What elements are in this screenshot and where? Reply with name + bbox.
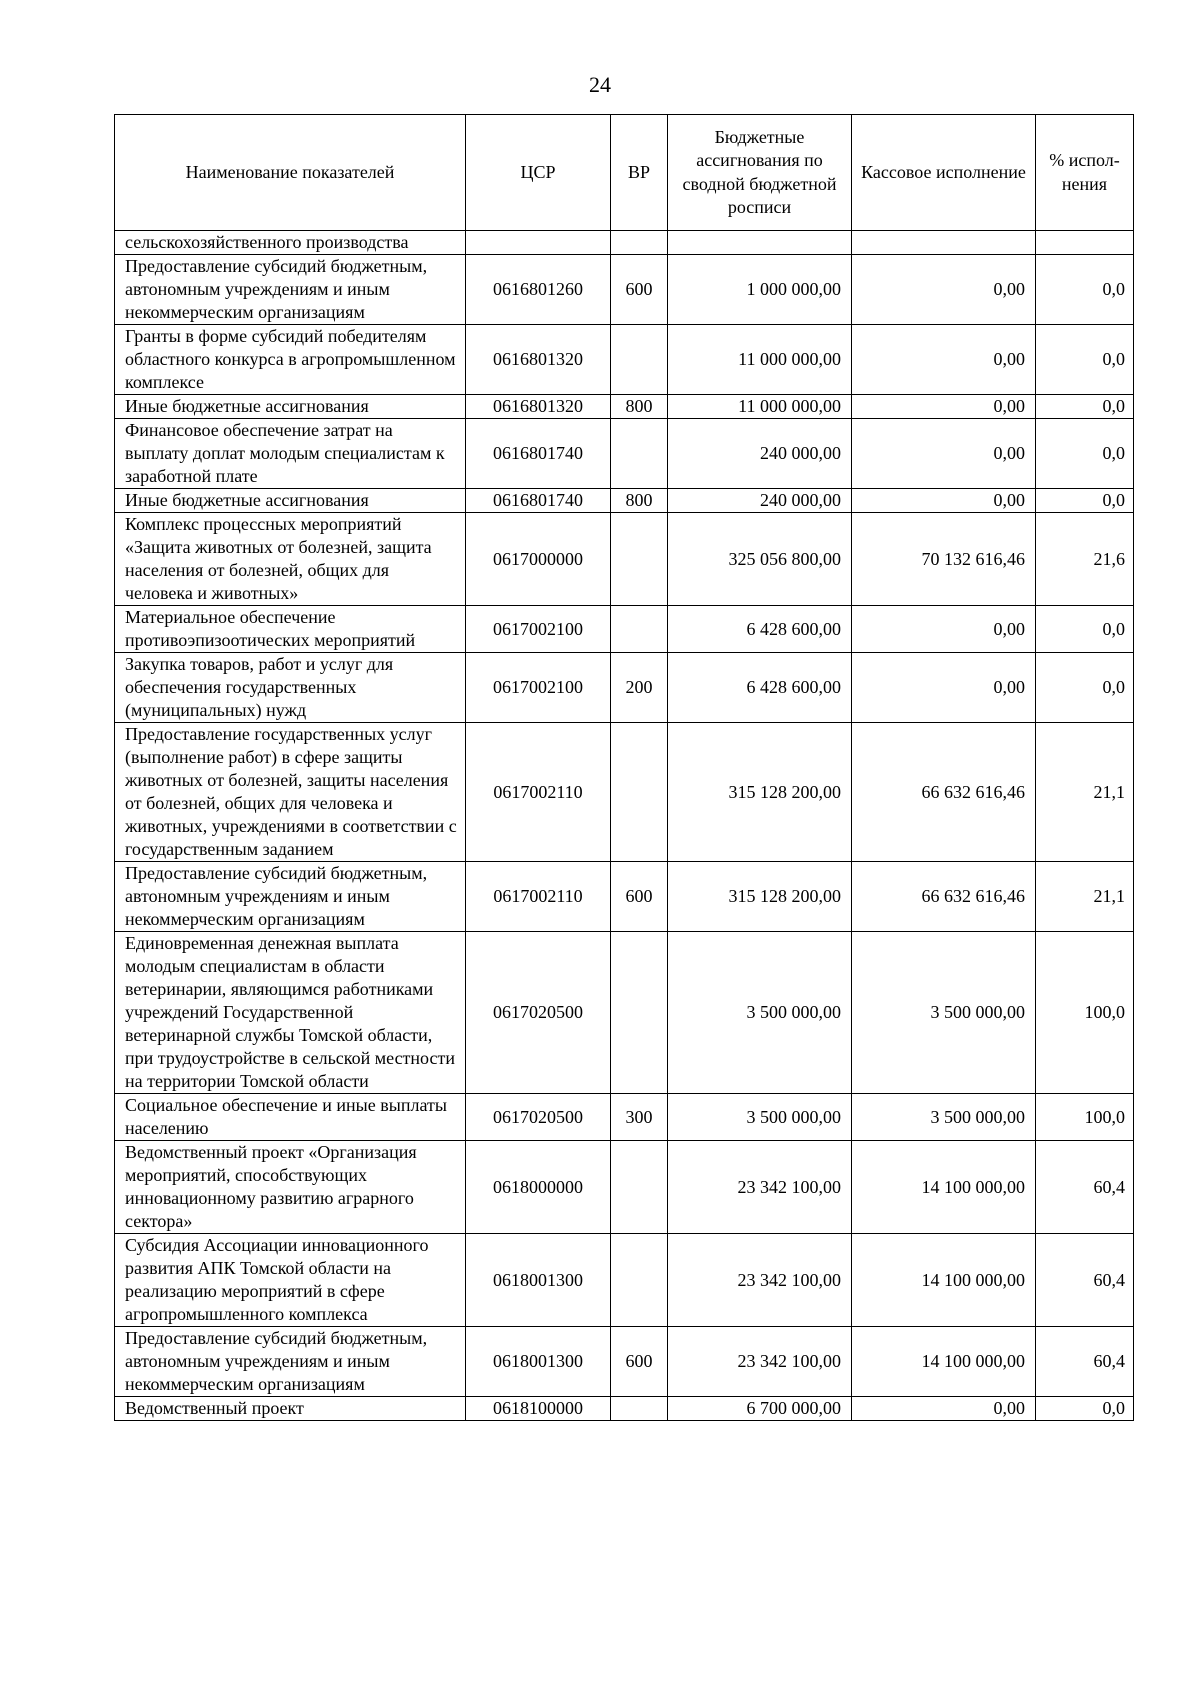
- row-cash: 14 100 000,00: [852, 1141, 1036, 1234]
- row-percent: [1036, 231, 1134, 255]
- header-vr: ВР: [611, 115, 668, 231]
- row-vr: [611, 325, 668, 395]
- row-percent: 21,1: [1036, 723, 1134, 862]
- row-csr: 0616801260: [466, 255, 611, 325]
- header-percent: % испол-нения: [1036, 115, 1134, 231]
- row-csr: 0618001300: [466, 1327, 611, 1397]
- row-percent: 0,0: [1036, 606, 1134, 653]
- table-row: [115, 419, 1134, 489]
- row-cash: 0,00: [852, 606, 1036, 653]
- table-row: [115, 395, 1134, 419]
- row-cash: 0,00: [852, 255, 1036, 325]
- row-csr: 0616801740: [466, 419, 611, 489]
- row-name: Ведомственный проект «Организация мероприятий, способствующих инновационному развитию аграрного сектора»: [115, 1141, 466, 1234]
- row-budget: 6 428 600,00: [668, 653, 852, 723]
- table-header: [115, 115, 1134, 231]
- table-row: [115, 1234, 1134, 1327]
- row-csr: 0618000000: [466, 1141, 611, 1234]
- row-csr: 0616801740: [466, 489, 611, 513]
- row-budget: 11 000 000,00: [668, 325, 852, 395]
- row-vr: 300: [611, 1094, 668, 1141]
- row-cash: 0,00: [852, 489, 1036, 513]
- row-budget: 6 428 600,00: [668, 606, 852, 653]
- row-cash: 0,00: [852, 325, 1036, 395]
- row-percent: 0,0: [1036, 489, 1134, 513]
- row-cash: 66 632 616,46: [852, 723, 1036, 862]
- row-csr: 0617020500: [466, 1094, 611, 1141]
- row-name: Комплекс процессных мероприятий «Защита животных от болезней, защита населения от болезней, общих для человека и животных»: [115, 513, 466, 606]
- row-cash: 70 132 616,46: [852, 513, 1036, 606]
- row-cash: 0,00: [852, 395, 1036, 419]
- row-vr: [611, 1397, 668, 1421]
- table-row: [115, 606, 1134, 653]
- row-csr: 0617002100: [466, 606, 611, 653]
- row-name: Предоставление субсидий бюджетным, автономным учреждениям и иным некоммерческим организациям: [115, 255, 466, 325]
- table-row: [115, 862, 1134, 932]
- row-percent: 100,0: [1036, 1094, 1134, 1141]
- row-csr: [466, 231, 611, 255]
- row-name: Иные бюджетные ассигнования: [115, 395, 466, 419]
- row-percent: 60,4: [1036, 1141, 1134, 1234]
- table-row: [115, 513, 1134, 606]
- row-vr: [611, 1141, 668, 1234]
- row-cash: 3 500 000,00: [852, 932, 1036, 1094]
- row-vr: [611, 231, 668, 255]
- row-percent: 60,4: [1036, 1234, 1134, 1327]
- row-csr: 0617002110: [466, 723, 611, 862]
- row-percent: 0,0: [1036, 255, 1134, 325]
- table-row: [115, 1397, 1134, 1421]
- row-budget: 23 342 100,00: [668, 1141, 852, 1234]
- row-vr: [611, 606, 668, 653]
- row-cash: 0,00: [852, 1397, 1036, 1421]
- row-name: Предоставление государственных услуг (выполнение работ) в сфере защиты животных от болезней, защиты населения от болезней, общих для человека и животных, учреждениями в соответствии с государственным заданием: [115, 723, 466, 862]
- table-row: [115, 489, 1134, 513]
- table-row: [115, 932, 1134, 1094]
- row-percent: 100,0: [1036, 932, 1134, 1094]
- row-csr: 0617020500: [466, 932, 611, 1094]
- table-body: [115, 231, 1134, 1421]
- table-row: [115, 325, 1134, 395]
- row-budget: 3 500 000,00: [668, 1094, 852, 1141]
- row-vr: 600: [611, 1327, 668, 1397]
- row-csr: 0617000000: [466, 513, 611, 606]
- page-number: 24: [589, 72, 611, 97]
- row-cash: 66 632 616,46: [852, 862, 1036, 932]
- row-cash: 3 500 000,00: [852, 1094, 1036, 1141]
- table-row: [115, 1141, 1134, 1234]
- row-name: Гранты в форме субсидий победителям областного конкурса в агропромышленном комплексе: [115, 325, 466, 395]
- row-budget: 315 128 200,00: [668, 862, 852, 932]
- header-budget: Бюджетные ассигнования по сводной бюджетной росписи: [668, 115, 852, 231]
- row-vr: 600: [611, 862, 668, 932]
- row-vr: [611, 419, 668, 489]
- row-budget: 3 500 000,00: [668, 932, 852, 1094]
- row-csr: 0617002110: [466, 862, 611, 932]
- row-vr: [611, 932, 668, 1094]
- row-csr: 0616801320: [466, 325, 611, 395]
- row-vr: [611, 513, 668, 606]
- row-budget: 240 000,00: [668, 419, 852, 489]
- row-name: Субсидия Ассоциации инновационного развития АПК Томской области на реализацию мероприятий в сфере агропромышленного комплекса: [115, 1234, 466, 1327]
- header-name: Наименование показателей: [115, 115, 466, 231]
- row-cash: [852, 231, 1036, 255]
- row-name: Финансовое обеспечение затрат на выплату доплат молодым специалистам к заработной плате: [115, 419, 466, 489]
- row-budget: 315 128 200,00: [668, 723, 852, 862]
- row-name: Единовременная денежная выплата молодым специалистам в области ветеринарии, являющимся работниками учреждений Государственной ветеринарной службы Томской области, при трудоустройстве в сельской местности на территории Томской области: [115, 932, 466, 1094]
- row-name: Закупка товаров, работ и услуг для обеспечения государственных (муниципальных) нужд: [115, 653, 466, 723]
- row-budget: 1 000 000,00: [668, 255, 852, 325]
- header-csr: ЦСР: [466, 115, 611, 231]
- row-vr: 800: [611, 489, 668, 513]
- row-vr: [611, 723, 668, 862]
- row-csr: 0616801320: [466, 395, 611, 419]
- row-name: сельскохозяйственного производства: [115, 231, 466, 255]
- table-row: [115, 723, 1134, 862]
- table-row: [115, 1327, 1134, 1397]
- row-name: Материальное обеспечение противоэпизоотических мероприятий: [115, 606, 466, 653]
- row-percent: 21,6: [1036, 513, 1134, 606]
- table-row: [115, 255, 1134, 325]
- row-budget: [668, 231, 852, 255]
- row-cash: 0,00: [852, 653, 1036, 723]
- row-cash: 14 100 000,00: [852, 1234, 1036, 1327]
- row-percent: 0,0: [1036, 325, 1134, 395]
- row-percent: 60,4: [1036, 1327, 1134, 1397]
- row-cash: 0,00: [852, 419, 1036, 489]
- row-vr: [611, 1234, 668, 1327]
- row-percent: 0,0: [1036, 395, 1134, 419]
- row-budget: 23 342 100,00: [668, 1234, 852, 1327]
- table-row: [115, 1094, 1134, 1141]
- table-row: [115, 231, 1134, 255]
- row-percent: 0,0: [1036, 653, 1134, 723]
- row-percent: 0,0: [1036, 419, 1134, 489]
- row-name: Предоставление субсидий бюджетным, автономным учреждениям и иным некоммерческим организациям: [115, 1327, 466, 1397]
- row-percent: 0,0: [1036, 1397, 1134, 1421]
- budget-execution-table: [114, 114, 1134, 1421]
- row-name: Иные бюджетные ассигнования: [115, 489, 466, 513]
- row-vr: 600: [611, 255, 668, 325]
- row-budget: 23 342 100,00: [668, 1327, 852, 1397]
- row-name: Предоставление субсидий бюджетным, автономным учреждениям и иным некоммерческим организациям: [115, 862, 466, 932]
- row-budget: 325 056 800,00: [668, 513, 852, 606]
- row-name: Социальное обеспечение и иные выплаты населению: [115, 1094, 466, 1141]
- row-percent: 21,1: [1036, 862, 1134, 932]
- row-vr: 800: [611, 395, 668, 419]
- row-budget: 240 000,00: [668, 489, 852, 513]
- row-csr: 0618001300: [466, 1234, 611, 1327]
- row-csr: 0618100000: [466, 1397, 611, 1421]
- row-budget: 6 700 000,00: [668, 1397, 852, 1421]
- table-row: [115, 653, 1134, 723]
- row-name: Ведомственный проект: [115, 1397, 466, 1421]
- row-vr: 200: [611, 653, 668, 723]
- header-cash: Кассовое исполнение: [852, 115, 1036, 231]
- row-budget: 11 000 000,00: [668, 395, 852, 419]
- row-cash: 14 100 000,00: [852, 1327, 1036, 1397]
- row-csr: 0617002100: [466, 653, 611, 723]
